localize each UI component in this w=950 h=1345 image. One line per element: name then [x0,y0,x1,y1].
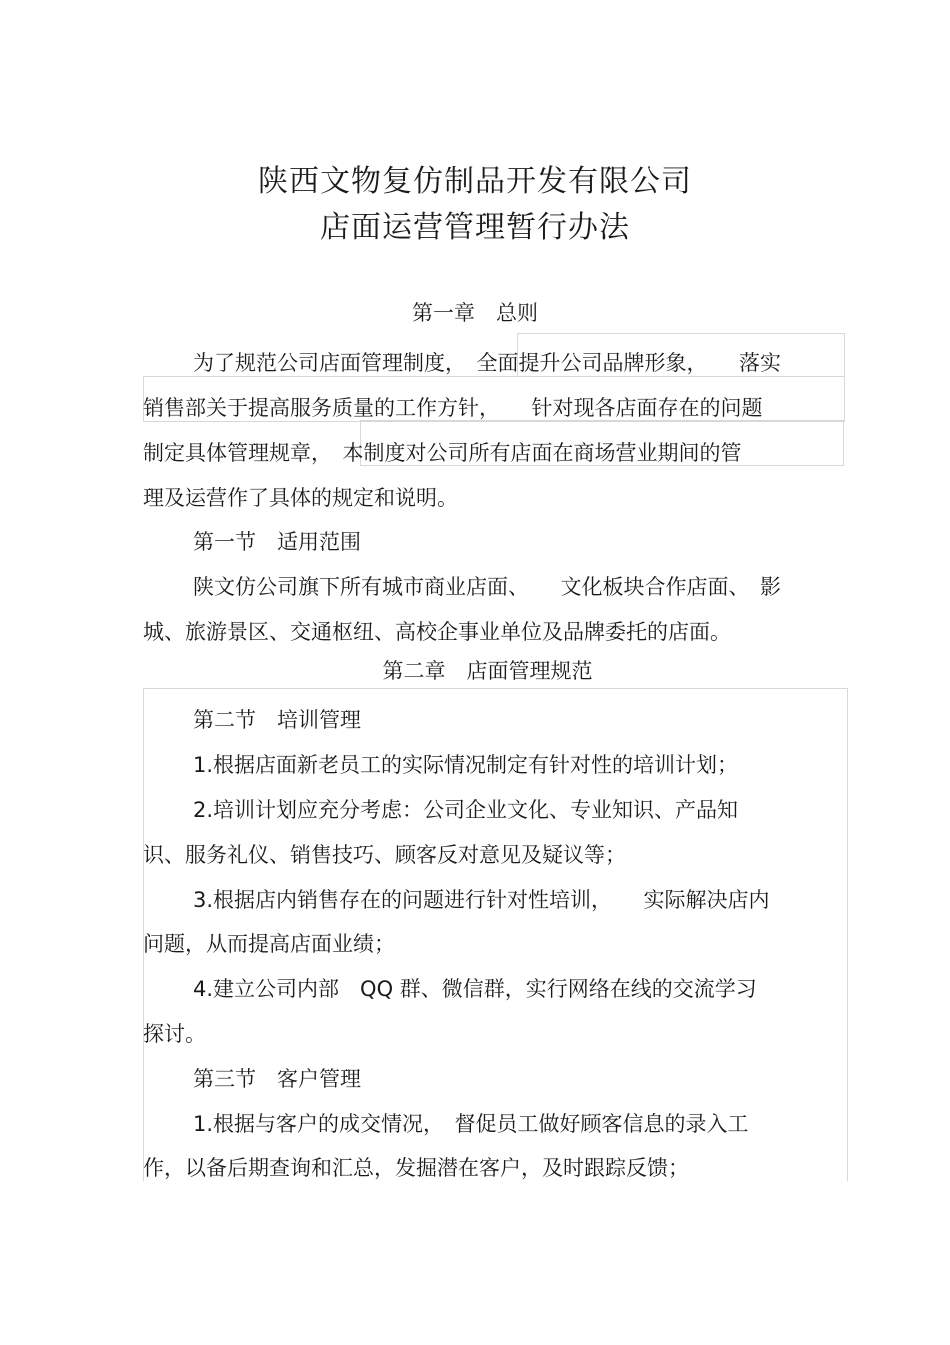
training-item: 3.根据店内销售存在的问题进行针对性培训， 实际解决店内 [193,888,770,912]
customer-item: 1.根据与客户的成交情况， 督促员工做好顾客信息的录入工 [193,1112,749,1136]
training-item: 问题，从而提高店面业绩； [143,932,395,956]
document-title-company: 陕西文物复仿制品开发有限公司 [258,164,692,199]
training-item: 识、服务礼仪、销售技巧、顾客反对意见及疑议等； [143,843,626,867]
section-heading-scope: 第一节 适用范围 [193,530,361,554]
paragraph-line: 城、旅游景区、交通枢纽、高校企事业单位及品牌委托的店面。 [143,620,731,644]
paragraph-line: 制定具体管理规章， 本制度对公司所有店面在商场营业期间的管 [143,441,742,465]
training-item: 4.建立公司内部 QQ 群、微信群，实行网络在线的交流学习 [193,977,757,1001]
chapter-heading-store-management: 第二章 店面管理规范 [382,659,593,683]
document-title-regulation: 店面运营管理暂行办法 [320,210,630,245]
section-heading-customer: 第三节 客户管理 [193,1067,361,1091]
training-item: 1.根据店面新老员工的实际情况制定有针对性的培训计划； [193,753,739,777]
customer-item: 作，以备后期查询和汇总，发掘潜在客户，及时跟踪反馈； [143,1156,689,1180]
training-item: 探讨。 [143,1022,206,1046]
paragraph-line: 理及运营作了具体的规定和说明。 [143,486,458,510]
paragraph-line: 销售部关于提高服务质量的工作方针， 针对现各店面存在的问题 [143,396,763,420]
chapter-heading-general: 第一章 总则 [412,301,538,325]
paragraph-line: 陕文仿公司旗下所有城市商业店面、 文化板块合作店面、 影 [193,575,781,599]
section-heading-training: 第二节 培训管理 [193,708,361,732]
paragraph-line: 为了规范公司店面管理制度， 全面提升公司品牌形象， 落实 [193,351,781,375]
training-item: 2.培训计划应充分考虑：公司企业文化、专业知识、产品知 [193,798,739,822]
